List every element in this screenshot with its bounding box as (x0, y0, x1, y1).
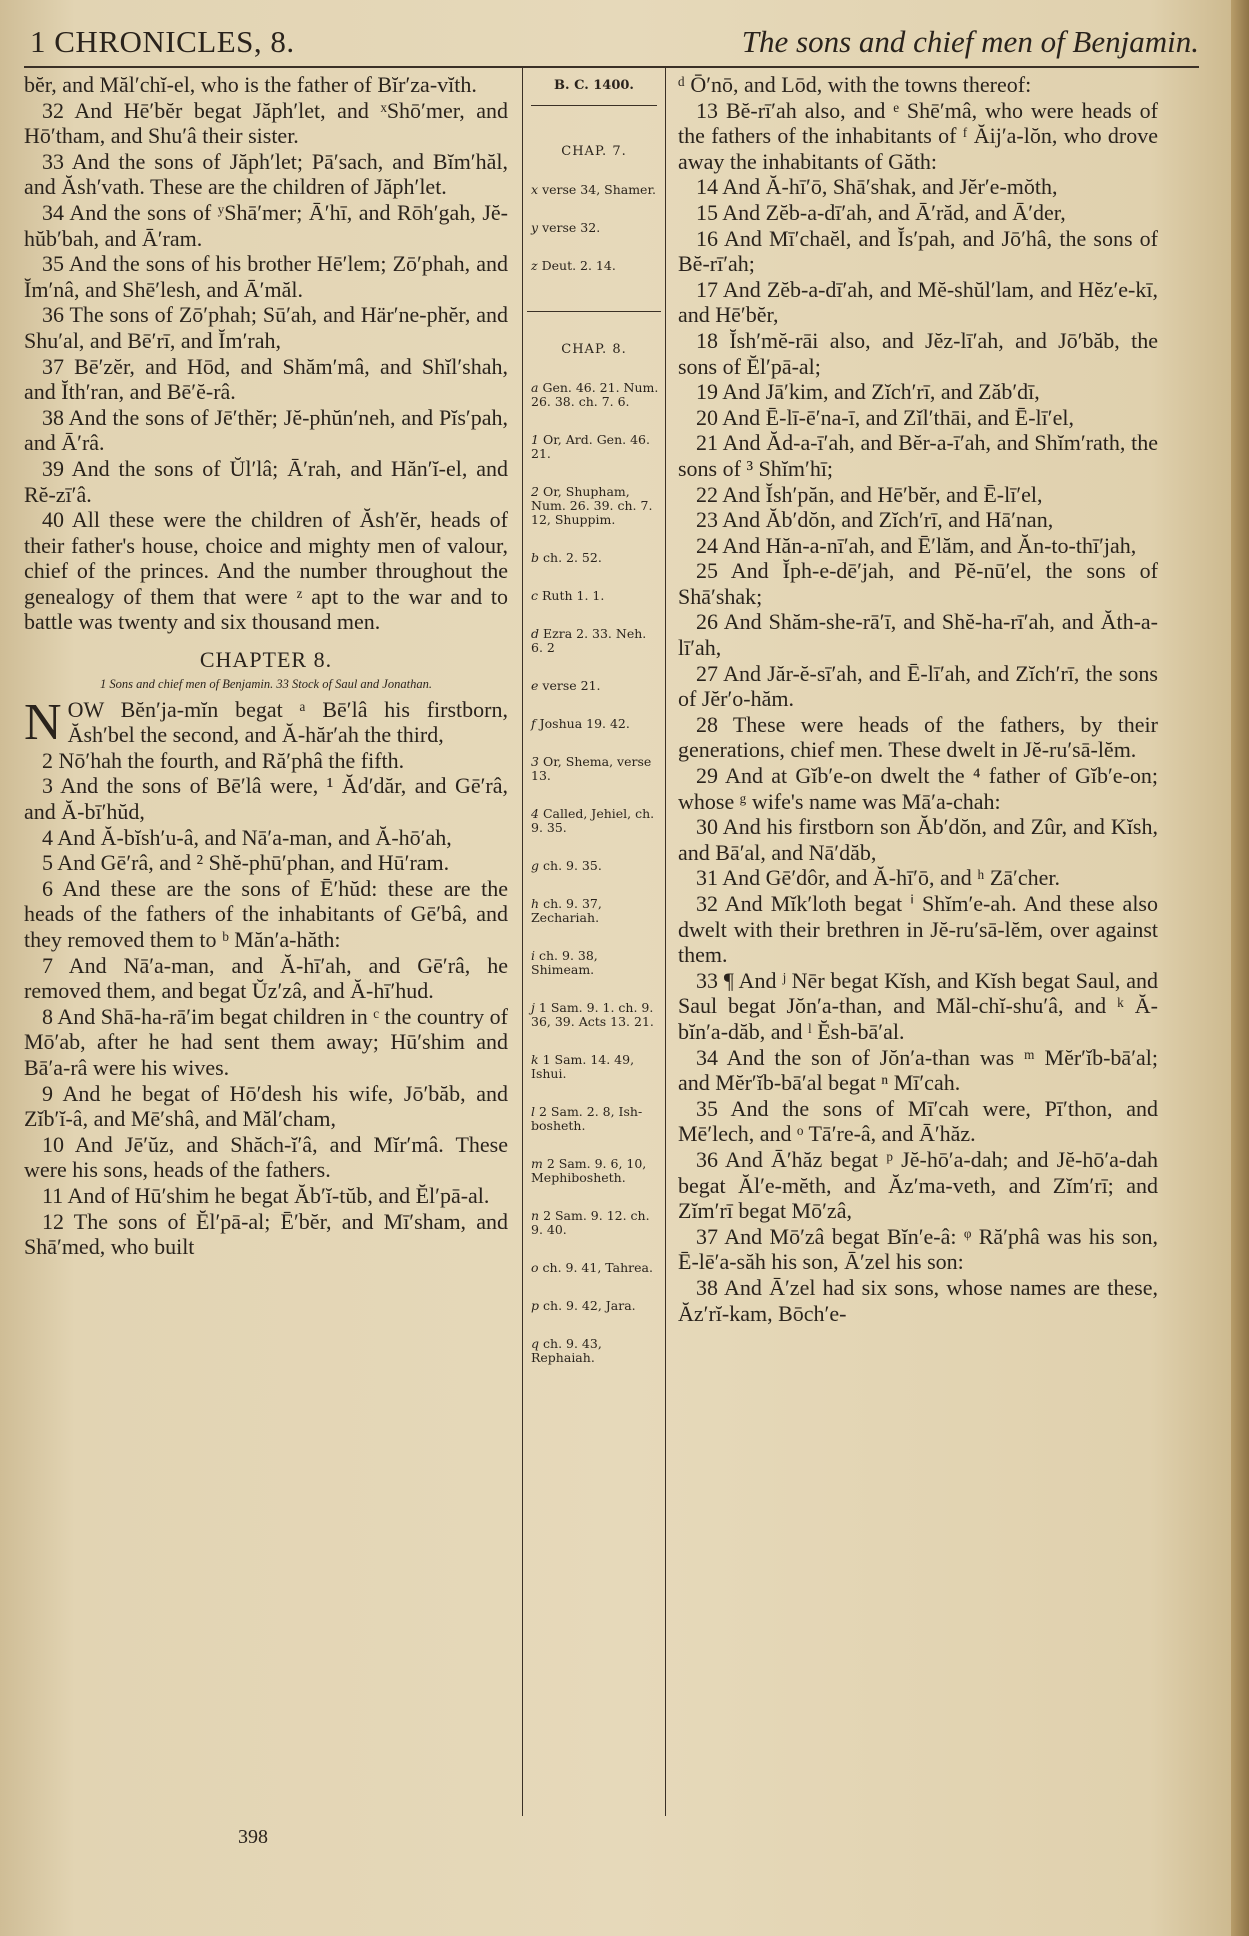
chap7-notes (523, 183, 665, 273)
cross-reference-note (523, 1105, 665, 1133)
verse-paragraph: 7 And Nā′a-man, and Ă-hī′ah, and Gē′râ, he removed them, and begat Ŭz′zâ, and Ă-hī′hud. (24, 952, 508, 1004)
verse-paragraph: 39 And the sons of Ŭl′lâ; Ā′rah, and Hăn′ĭ-el, and Rĕ-zī′â. (24, 455, 508, 507)
note-text: ch. 9. 42, Jara. (543, 1298, 636, 1313)
verse-paragraph: 10 And Jē′ŭz, and Shăch-ĭ′â, and Mĭr′mâ. These were his sons, heads of the fathers. (24, 1131, 508, 1183)
cross-reference-note (523, 221, 665, 235)
note-marker: x (531, 182, 539, 197)
verse-paragraph: 29 And at Gĭb′e-on dwelt the ⁴ father of Gĭb′e-on; whose ᵍ wife's name was Mā′a-chah: (678, 763, 1158, 814)
cross-reference-note (523, 1261, 665, 1275)
note-text: 2 Sam. 2. 8, Ish-bosheth. (531, 1104, 643, 1133)
note-marker: 2 (531, 484, 539, 499)
note-marker: a (531, 380, 539, 395)
cross-reference-note (523, 859, 665, 873)
cross-reference-note (523, 807, 665, 835)
note-text: Or, Shupham, Num. 26. 39. ch. 7. 12, Shuppim. (531, 484, 653, 527)
verse-paragraph: 25 And Ĭph-e-dē′jah, and Pĕ-nū′el, the sons of Shā′shak; (678, 558, 1158, 609)
verse-paragraph: 22 And Ĭsh′păn, and Hē′bĕr, and Ē-lī′el, (696, 481, 1043, 507)
cross-reference-note (523, 381, 665, 409)
note-text: Or, Ard. Gen. 46. 21. (531, 432, 650, 461)
cross-reference-note (523, 1053, 665, 1081)
verse-paragraph: 40 All these were the children of Ăsh′ĕr, heads of their father's house, choice and mighty men of valour, chief of the princes. And the number throughout the genealogy of them that were ᶻ apt to the war and to battle was twenty and six thousand men. (24, 507, 508, 635)
book-chapter-heading: 1 CHRONICLES, 8. (30, 24, 295, 59)
verse-paragraph: 16 And Mī′chaĕl, and Ĭs′pah, and Jō′hâ, the sons of Bĕ-rī′ah; (678, 225, 1158, 277)
verse-paragraph: 18 Ĭsh′mĕ-rāi also, and Jĕz-lī′ah, and Jō′băb, the sons of Ĕl′pā-al; (678, 327, 1158, 379)
verse-paragraph: 17 And Zĕb-a-dī′ah, and Mĕ-shŭl′lam, and Hĕz′e-kī, and Hē′bĕr, (678, 276, 1158, 328)
page-edge (1231, 0, 1249, 1936)
page-number: 398 (238, 1826, 268, 1848)
verse-paragraph: 34 And the son of Jŏn′a-than was ᵐ Mĕr′ĭb-bā′al; and Mĕr′ĭb-bā′al begat ⁿ Mī′cah. (678, 1044, 1158, 1096)
note-text: ch. 9. 43, Rephaiah. (531, 1336, 602, 1365)
drop-cap: N (24, 693, 62, 751)
note-marker: o (531, 1260, 539, 1275)
verse-paragraph: 11 And of Hū′shim he begat Ăb′ĭ-tŭb, and Ĕl′pā-al. (42, 1182, 490, 1208)
note-marker: 3 (531, 754, 539, 769)
verse-paragraph: 5 And Gē′râ, and ² Shĕ-phū′phan, and Hū′ram. (42, 850, 450, 876)
verse-paragraph: 31 And Gē′dôr, and Ă-hī′ō, and ʰ Zā′cher. (696, 865, 1060, 891)
cross-reference-note (523, 755, 665, 783)
note-marker: l (531, 1104, 535, 1119)
verse-paragraph: 35 And the sons of his brother Hē′lem; Zō′phah, and Ĭm′nâ, and Shē′lesh, and Ā′măl. (24, 251, 508, 302)
verse-paragraph: 23 And Ăb′dŏn, and Zĭch′rī, and Hā′nan, (696, 507, 1054, 533)
verse-paragraph: 20 And Ē-lī-ē′na-ī, and Zĭl′thāi, and Ē-lī′el, (696, 404, 1074, 430)
cross-reference-note (523, 1209, 665, 1237)
note-marker: y (531, 220, 539, 235)
year-marker: B. C. 1400. (531, 68, 657, 106)
chapter8-verses-continued (678, 72, 1158, 1326)
verse-paragraph: 21 And Ăd-a-ī′ah, and Bĕr-a-ī′ah, and Shĭm′rath, the sons of ³ Shĭm′hī; (678, 430, 1158, 481)
note-text: verse 32. (542, 220, 601, 235)
cross-reference-note (523, 717, 665, 731)
divider (527, 311, 661, 312)
note-marker: p (531, 1298, 540, 1313)
verse-paragraph: bĕr, and Măl′chĭ-el, who is the father of Bĭr′za-vĭth. (24, 72, 477, 97)
note-text: ch. 2. 52. (543, 550, 602, 565)
chap7-label: CHAP. 7. (561, 144, 627, 159)
verse-paragraph: OW Bĕn′ja-mĭn begat ᵃ Bē′lâ his firstborn, Ăsh′bel the second, and Ă-hăr′ah the third, (67, 696, 508, 748)
note-text: Ruth 1. 1. (542, 588, 605, 603)
verse-paragraph: 19 And Jā′kim, and Zĭch′rī, and Zăb′dī, (696, 379, 1040, 405)
cross-reference-note (523, 551, 665, 565)
note-text: verse 21. (542, 678, 601, 693)
note-text: 1 Sam. 14. 49, Ishui. (531, 1052, 635, 1081)
cross-reference-note (523, 433, 665, 461)
note-marker: k (531, 1052, 539, 1067)
verse-paragraph: 35 And the sons of Mī′cah were, Pī′thon, and Mē′lech, and ᵒ Tā′re-â, and Ā′hăz. (678, 1095, 1158, 1147)
verse-paragraph: 37 And Mō′zâ begat Bĭn′e-â: ᵠ Ră′phâ was his son, Ē-lē′a-săh his son, Ā′zel his son: (678, 1223, 1158, 1275)
verse-paragraph: 13 Bĕ-rī′ah also, and ᵉ Shē′mâ, who were heads of the fathers of the inhabitants of ᶠ Ăij′a-lŏn, who drove away the inhabitants of Găth: (678, 97, 1158, 174)
cross-reference-note (523, 679, 665, 693)
cross-reference-note (523, 1299, 665, 1313)
cross-reference-note (523, 183, 665, 197)
verse-paragraph: 30 And his firstborn son Ăb′dŏn, and Zûr, and Kĭsh, and Bā′al, and Nā′dăb, (678, 814, 1158, 865)
right-text-column (678, 72, 1158, 1326)
note-text: Or, Shema, verse 13. (531, 754, 652, 783)
verse-paragraph: 6 And these are the sons of Ē′hŭd: these are the heads of the fathers of the inhabitants of Gē′bâ, and they removed them to ᵇ Măn′a-hăth: (24, 875, 508, 952)
note-marker: q (531, 1336, 540, 1351)
note-marker: m (531, 1156, 543, 1171)
verse-paragraph: 4 And Ă-bĭsh′u-â, and Nā′a-man, and Ă-hō′ah, (42, 824, 452, 850)
chapter8-verses (24, 693, 508, 1260)
note-marker: 4 (531, 806, 539, 821)
note-marker: e (531, 678, 539, 693)
verse-paragraph: 24 And Hăn-a-nī′ah, and Ē′lăm, and Ăn-to-thī′jah, (696, 532, 1137, 558)
note-text: ch. 9. 41, Tahrea. (542, 1260, 653, 1275)
verse-paragraph: 34 And the sons of ʸShā′mer; Ā′hī, and Rōh′gah, Jĕ-hŭb′bah, and Ā′ram. (24, 199, 508, 251)
note-marker: 1 (531, 432, 539, 447)
note-marker: c (531, 588, 539, 603)
cross-reference-note (523, 949, 665, 977)
verse-paragraph: 28 These were heads of the fathers, by their generations, chief men. These dwelt in Jĕ-ru′sā-lĕm. (678, 711, 1158, 763)
verse-paragraph: 2 Nō′hah the fourth, and Ră′phâ the fifth. (42, 747, 405, 773)
cross-reference-note (523, 589, 665, 603)
page-header (24, 14, 1199, 68)
note-marker: n (531, 1208, 540, 1223)
note-text: ch. 9. 38, Shimeam. (531, 948, 598, 977)
verse-paragraph: 3 And the sons of Bē′lâ were, ¹ Ăd′dăr, and Gē′râ, and Ă-bī′hŭd, (24, 773, 508, 825)
note-text: ch. 9. 35. (543, 858, 602, 873)
verse-paragraph: 36 The sons of Zō′phah; Sū′ah, and Här′ne-phĕr, and Shu′al, and Bē′rī, and Ĭm′rah, (24, 302, 508, 353)
chapter-title: CHAPTER 8. (199, 647, 333, 673)
note-marker: j (531, 1000, 535, 1015)
cross-reference-note (523, 259, 665, 273)
verse-paragraph: 8 And Shā-ha-rā′im begat children in ᶜ the country of Mō′ab, after he had sent them away; Hū′shim and Bā′a-râ were his wives. (24, 1003, 508, 1080)
note-text: Joshua 19. 42. (539, 716, 630, 731)
cross-reference-note (523, 1001, 665, 1029)
verse-paragraph: 32 And Hē′bĕr begat Jăph′let, and ˣShō′mer, and Hō′tham, and Shu′â their sister. (24, 97, 508, 149)
cross-reference-note (523, 1337, 665, 1365)
chapter7-verses (24, 72, 508, 635)
cross-reference-note (523, 627, 665, 655)
running-head-title: The sons and chief men of Benjamin. (741, 24, 1199, 59)
note-text: 2 Sam. 9. 12. ch. 9. 40. (531, 1208, 650, 1237)
verse-paragraph: 9 And he begat of Hō′desh his wife, Jō′băb, and Zĭb′ĭ-â, and Mē′shâ, and Măl′cham, (24, 1080, 508, 1132)
verse-paragraph: 32 And Mĭk′loth begat ⁱ Shĭm′e-ah. And these also dwelt with their brethren in Jĕ-ru′sā-lĕm, over against them. (678, 891, 1158, 968)
note-marker: z (531, 258, 538, 273)
chapter-summary: 1 Sons and chief men of Benjamin. 33 Stock of Saul and Jonathan. (100, 676, 432, 691)
note-text: verse 34, Shamer. (542, 182, 657, 197)
verse-paragraph: 27 And Jăr-ĕ-sī′ah, and Ē-lī′ah, and Zĭch′rī, the sons of Jĕr′o-hăm. (678, 660, 1158, 712)
verse-paragraph: ᵈ Ō′nō, and Lōd, with the towns thereof: (678, 72, 1032, 97)
note-text: Deut. 2. 14. (541, 258, 616, 273)
note-marker: d (531, 626, 540, 641)
note-text: Called, Jehiel, ch. 9. 35. (531, 806, 655, 835)
note-marker: f (531, 716, 536, 731)
chap8-notes (523, 381, 665, 1365)
note-text: Gen. 46. 21. Num. 26. 38. ch. 7. 6. (531, 380, 659, 409)
verse-paragraph: 37 Bē′zĕr, and Hōd, and Shăm′mâ, and Shĭl′shah, and Ĭth′ran, and Bē′ĕ-râ. (24, 353, 508, 405)
left-text-column (24, 72, 508, 1260)
note-text: ch. 9. 37, Zechariah. (531, 896, 602, 925)
note-text: Ezra 2. 33. Neh. 6. 2 (531, 626, 647, 655)
cross-reference-note (523, 485, 665, 527)
verse-paragraph: 33 And the sons of Jăph′let; Pā′sach, and Bĭm′hăl, and Ăsh′vath. These are the children of Jăph′let. (24, 148, 508, 200)
cross-reference-note (523, 897, 665, 925)
verse-paragraph: 33 ¶ And ʲ Nēr begat Kĭsh, and Kĭsh begat Saul, and Saul begat Jŏn′a-than, and Măl-chĭ-shu′â, and ᵏ Ă-bĭn′a-dăb, and ˡ Ĕsh-bā′al. (678, 967, 1158, 1044)
verse-paragraph: 14 And Ă-hī′ō, Shā′shak, and Jĕr′e-mŏth, (696, 174, 1058, 200)
note-marker: i (531, 948, 535, 963)
note-marker: b (531, 550, 540, 565)
verse-paragraph: 12 The sons of Ĕl′pā-al; Ē′bĕr, and Mī′sham, and Shā′med, who built (24, 1208, 508, 1260)
chap8-label: CHAP. 8. (561, 342, 627, 357)
note-text: 1 Sam. 9. 1. ch. 9. 36, 39. Acts 13. 21. (531, 1000, 654, 1029)
note-marker: g (531, 858, 540, 873)
note-text: 2 Sam. 9. 6, 10, Mephibosheth. (531, 1156, 647, 1185)
verse-paragraph: 36 And Ā′hăz begat ᵖ Jĕ-hō′a-dah; and Jĕ-hō′a-dah begat Ăl′e-mĕth, and Ăz′ma-veth, and Zĭm′rī; and Zĭm′rī begat Mō′zâ, (678, 1146, 1158, 1224)
verse-paragraph: 38 And Ā′zel had six sons, whose names are these, Ăz′rĭ-kam, Bōch′e- (678, 1274, 1158, 1326)
verse-paragraph: 26 And Shăm-she-rā′ī, and Shĕ-ha-rī′ah, and Ăth-a-lī′ah, (678, 609, 1158, 661)
cross-reference-note (523, 1157, 665, 1185)
verse-paragraph: 15 And Zĕb-a-dī′ah, and Ā′răd, and Ā′der, (696, 199, 1066, 225)
note-marker: h (531, 896, 540, 911)
reference-column (522, 68, 666, 1816)
verse-paragraph: 38 And the sons of Jē′thĕr; Jĕ-phŭn′neh, and Pĭs′pah, and Ā′râ. (24, 404, 508, 456)
